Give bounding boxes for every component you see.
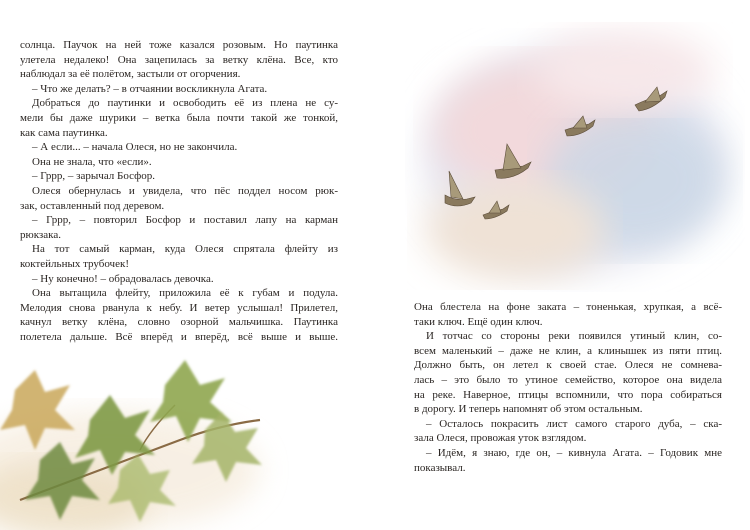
text-line: – Гррр, – зарычал Босфор. [32,170,156,183]
flying-ducks-illustration [405,10,745,300]
text-line: Она не знала, что «если». [32,155,152,168]
text-line: Добраться до паутинки и освободить её из плена не су- [32,97,338,110]
text-line: Должно быть, он летел к своей стае. Олеся не сомнева- [414,359,722,372]
text-line: мели бы даже шурики – ветка была почти такой же тонкой, [20,111,338,124]
text-line: зала Олеся, провожая уток взглядом. [414,432,587,445]
text-line: всем маленький – даже не клин, а клинышек из пяти птиц. [414,344,722,357]
right-page-text [414,300,722,475]
text-line: зак, оставленный под деревом. [20,199,165,212]
text-line: солнца. Паучок на ней тоже казался розовым. Но паутинка [20,39,338,51]
text-line: – А если... – начала Олеся, но не закончила. [32,141,238,154]
text-line: улетела недалеко! Она зацепилась за ветку клёна. Все, кто [20,53,338,66]
text-line: Она блестела на фоне заката – тоненькая, хрупкая, а всё- [414,301,722,313]
text-line: как сама паутинка. [20,126,108,139]
text-line: в дорогу. И теперь напомнят об этом остальным. [414,403,643,416]
text-line: коктейльных трубочек! [20,257,129,270]
text-line: На тот самый карман, куда Олеся спрятала флейту из [32,243,338,256]
text-line: качнул ветку клёна, словно озорной мальчишка. Паутинка [20,316,338,329]
text-line: на реке. Наверное, птицы вспомнили, что пора собираться [414,388,722,401]
text-line: – Ну конечно! – обрадовалась девочка. [32,272,214,285]
text-line: – Осталось покрасить лист самого старого дуба, – ска- [426,417,722,430]
text-line: рюкзака. [20,228,61,241]
text-line: И тотчас со стороны реки появился утиный клин, со- [426,330,722,343]
text-line: – Гррр, – повторил Босфор и поставил лапу на карман [32,214,338,227]
left-page-text [20,38,338,344]
text-line: Олеся обернулась и увидела, что пёс поддел носом рюк- [32,184,338,197]
maple-leaves-illustration [0,350,290,530]
text-line: полетела дальше. Всё вперёд и вперёд, всё выше и выше. [20,330,338,343]
text-line: таки ключ. Ещё один ключ. [414,315,543,328]
text-line: Она вытащила флейту, приложила её к губам и подула. [32,287,338,300]
text-line: – Идём, я знаю, где он, – кивнула Агата. – Годовик мне [426,446,722,459]
text-line: – Что же делать? – в отчаянии воскликнула Агата. [32,82,268,95]
text-line: показывал. [414,461,466,474]
text-line: наблюдал за её полётом, застыли от огорчения. [20,68,241,81]
text-line: Мелодия снова рванула к небу. И ветер услышал! Прилетел, [20,301,338,314]
text-line: лась – это было то утиное семейство, которое она видела [414,373,722,386]
